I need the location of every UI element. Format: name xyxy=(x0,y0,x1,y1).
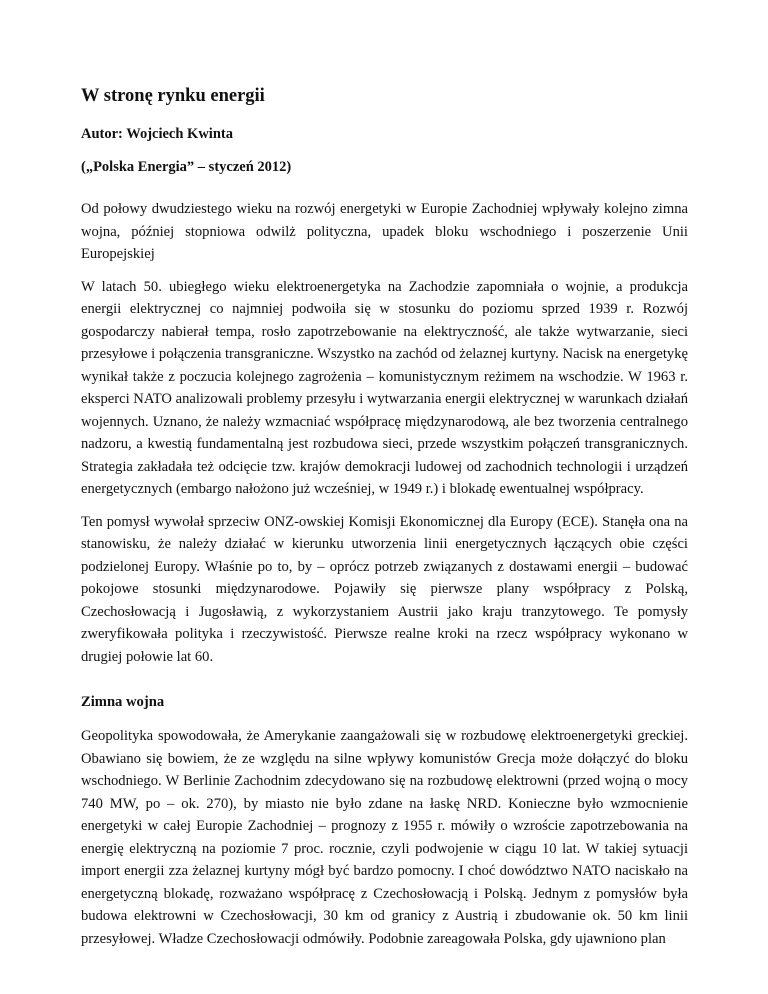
document-page xyxy=(81,84,688,960)
body-paragraph: Geopolityka spowodowała, że Amerykanie zaangażowali się w rozbudowę elektroenergetyki greckiej. Obawiano się bowiem, że ze względu na silne wpływy komunistów Grecja może dołączyć do bloku wschodniego. W Berlinie Zachodnim zdecydowano się na rozbudowę elektrowni (przed wojną o mocy 740 MW, po – ok. 270), by miasto nie było zdane na łaskę NRD. Konieczne było wzmocnienie energetyki w całej Europie Zachodniej – prognozy z 1955 r. mówiły o wzroście zapotrzebowania na energię elektryczną na poziomie 7 proc. rocznie, czyli podwojenie w ciągu 10 lat. W takiej sytuacji import energii zza żelaznej kurtyny mógł być bardzo pomocny. I choć dowództwo NATO naciskało na energetyczną blokadę, rozważano współpracę z Czechosłowacją i Polską. Jednym z pomysłów była budowa elektrowni w Czechosłowacji, 30 km od granicy z Austrią i zbudowanie ok. 50 km linii przesyłowej. Władze Czechosłowacji odmówiły. Podobnie zareagowała Polska, gdy ujawniono plan xyxy=(81,728,688,947)
body-paragraph: Ten pomysł wywołał sprzeciw ONZ-owskiej Komisji Ekonomicznej dla Europy (ECE). Stanęła ona na stanowisku, że należy działać w kierunku utworzenia linii energetycznych łączących obie części podzielonej Europy. Właśnie po to, by – oprócz potrzeb związanych z dostawami energii – budować pokojowe stosunki międzynarodowe. Pojawiły się pierwsze plany współpracy z Polską, Czechosłowacją i Jugosławią, z wykorzystaniem Austrii jako kraju tranzytowego. Te pomysły zweryfikowała polityka i rzeczywistość. Pierwsze realne kroki na rzecz współpracy wykonano w drugiej połowie lat 60. xyxy=(81,513,688,665)
document-title: W stronę rynku energii xyxy=(81,86,265,106)
author-line: Autor: Wojciech Kwinta xyxy=(81,126,233,142)
lead-paragraph: Od połowy dwudziestego wieku na rozwój energetyki w Europie Zachodniej wpływały kolejno zimna wojna, później stopniowa odwilż polityczna, upadek bloku wschodniego i poszerzenie Unii Europejskiej xyxy=(81,201,688,262)
body-paragraph: W latach 50. ubiegłego wieku elektroenergetyka na Zachodzie zapomniała o wojnie, a produkcja energii elektrycznej co najmniej podwoiła się w stosunku do poziomu sprzed 1939 r. Rozwój gospodarczy nabierał tempa, rosło zapotrzebowanie na elektryczność, ale także wytwarzanie, sieci przesyłowe i połączenia transgraniczne. Wszystko na zachód od żelaznej kurtyny. Nacisk na energetykę wynikał także z poczucia kolejnego zagrożenia – komunistycznym reżimem na wschodzie. W 1963 r. eksperci NATO analizowali problemy przesyłu i wytwarzania energii elektrycznej w warunkach działań wojennych. Uznano, że należy wzmacniać współpracę międzynarodową, ale bez tworzenia centralnego nadzoru, a kwestią fundamentalną jest rozbudowa sieci, przede wszystkim połączeń transgranicznych. Strategia zakładała też odcięcie tzw. krajów demokracji ludowej od zachodnich technologii i urządzeń energetycznych (embargo nałożono już wcześniej, w 1949 r.) i blokadę ewentualnej współpracy. xyxy=(81,278,688,497)
source-line: („Polska Energia” – styczeń 2012) xyxy=(81,159,292,175)
section-heading: Zimna wojna xyxy=(81,694,165,710)
